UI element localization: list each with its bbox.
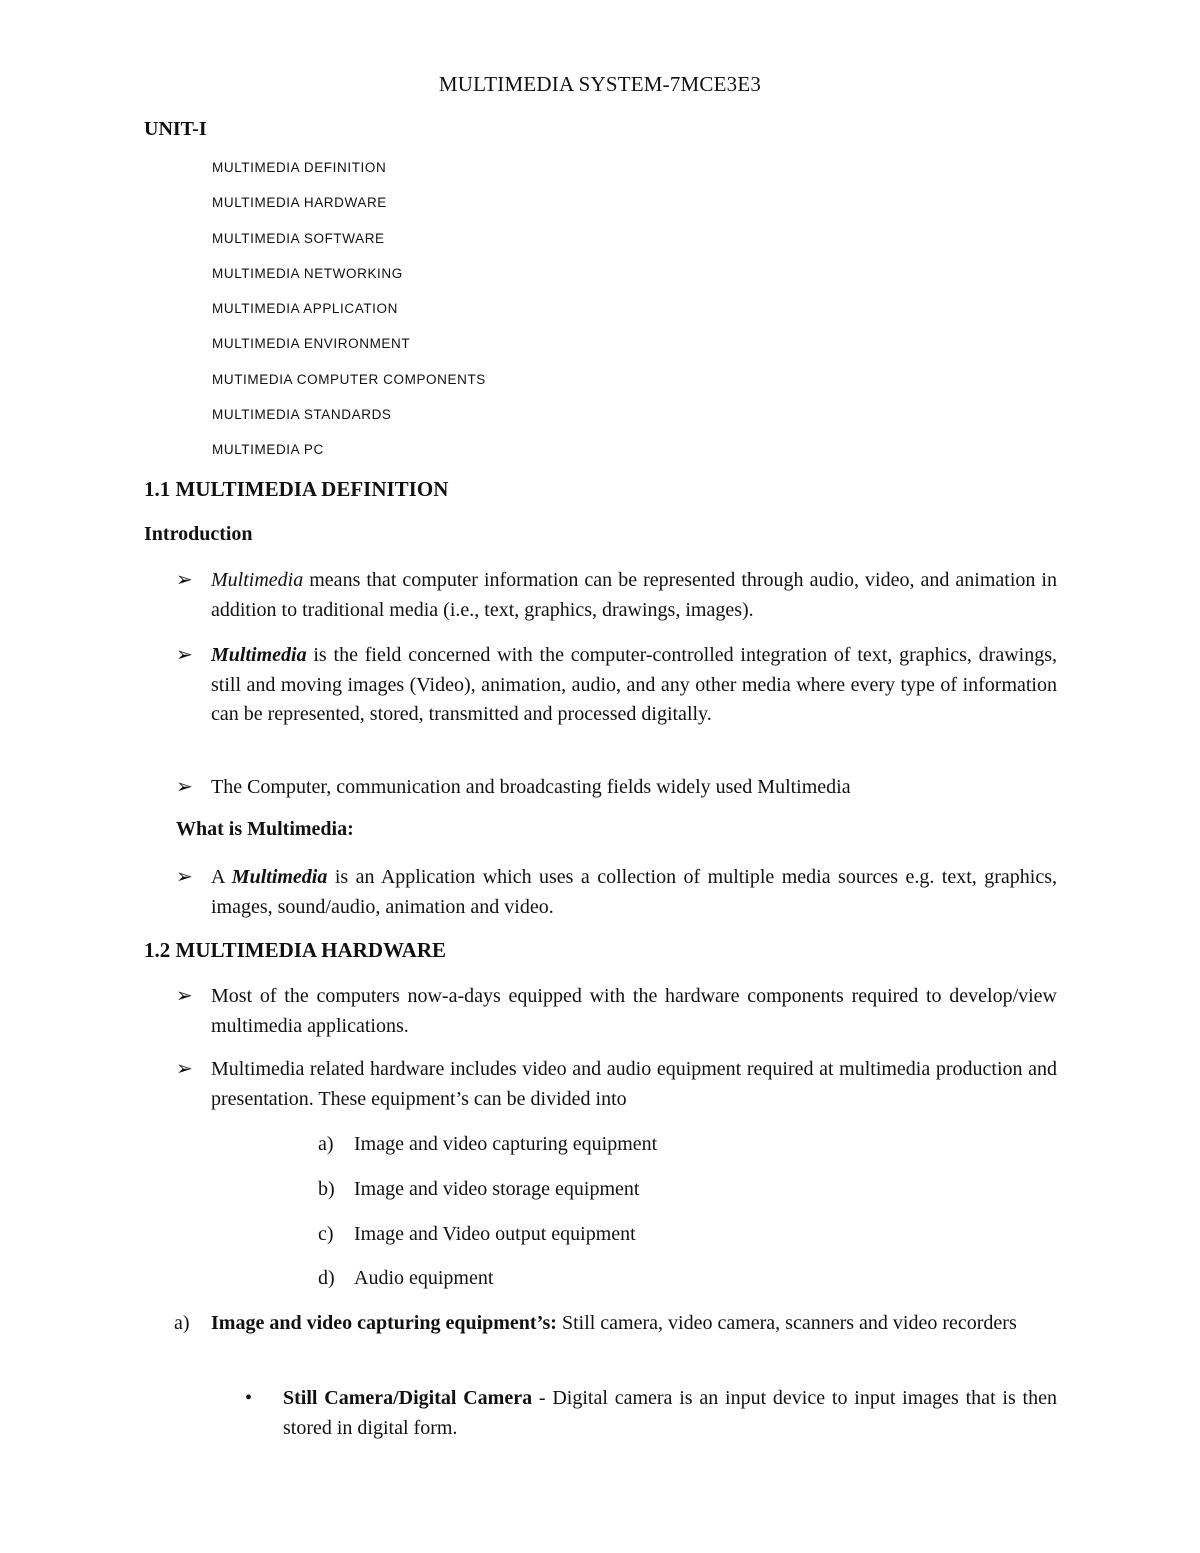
arrow-bullet-icon: ➢ <box>176 985 193 1007</box>
topic-item: MULTIMEDIA SOFTWARE <box>212 230 385 246</box>
what-is-multimedia-heading: What is Multimedia: <box>176 818 354 840</box>
arrow-bullet-icon: ➢ <box>176 776 193 798</box>
arrow-bullet-icon: ➢ <box>176 644 193 666</box>
equipment-list-item: b) Image and video storage equipment <box>318 1178 640 1200</box>
capturing-equipment-paragraph: Image and video capturing equipment’s: Still camera, video camera, scanners and video recorders <box>211 1312 1017 1334</box>
still-camera-paragraph: Still Camera/Digital Camera - Digital camera is an input device to input images that is then stored in digital form. <box>283 1387 1057 1439</box>
equipment-list-item: c) Image and Video output equipment <box>318 1223 636 1245</box>
section-heading-definition: 1.1 MULTIMEDIA DEFINITION <box>144 477 449 501</box>
definition-paragraph-3: The Computer, communication and broadcasting fields widely used Multimedia <box>211 776 851 798</box>
arrow-bullet-icon: ➢ <box>176 1058 193 1080</box>
term: Image and video capturing equipment’s: <box>211 1312 557 1334</box>
hardware-paragraph-1: Most of the computers now-a-days equipped with the hardware components required to develop/view multimedia applications. <box>211 985 1057 1037</box>
definition-paragraph-4: A Multimedia is an Application which uses a collection of multiple media sources e.g. text, graphics, images, sound/audio, animation and video. <box>211 866 1057 918</box>
term: Multimedia <box>211 569 304 591</box>
term: Multimedia <box>231 866 328 888</box>
equipment-list-item: a) Image and video capturing equipment <box>318 1133 658 1155</box>
arrow-bullet-icon: ➢ <box>176 866 193 888</box>
arrow-bullet-icon: ➢ <box>176 569 193 591</box>
introduction-heading: Introduction <box>144 523 253 545</box>
topic-item: MULTIMEDIA HARDWARE <box>212 195 387 211</box>
topic-item: MULTIMEDIA DEFINITION <box>212 160 387 175</box>
definition-paragraph-1: Multimedia means that computer information can be represented through audio, video, and animation in addition to traditional media (i.e., text, graphics, drawings, images). <box>211 569 1057 621</box>
term: Still Camera/Digital Camera <box>283 1387 533 1409</box>
term: Multimedia <box>211 644 307 666</box>
hardware-paragraph-2: Multimedia related hardware includes video and audio equipment required at multimedia production and presentation. These equipment’s can be divided into <box>211 1058 1057 1110</box>
unit-heading: UNIT-I <box>144 118 207 140</box>
definition-paragraph-2: Multimedia is the field concerned with the computer-controlled integration of text, graphics, drawings, still and moving images (Video), animation, audio, and any other media where every type of information can be represented, stored, transmitted and processed digitally. <box>211 644 1057 725</box>
section-heading-hardware: 1.2 MULTIMEDIA HARDWARE <box>144 938 447 962</box>
topic-item: MUTIMEDIA COMPUTER COMPONENTS <box>212 371 486 387</box>
equipment-list-item: d) Audio equipment <box>318 1267 494 1289</box>
topic-list <box>212 158 486 476</box>
topic-item: MULTIMEDIA NETWORKING <box>212 265 403 281</box>
list-marker: a) <box>174 1312 190 1334</box>
topic-item: MULTIMEDIA APPLICATION <box>212 301 398 317</box>
topic-item: MULTIMEDIA PC <box>212 442 324 458</box>
topic-item: MULTIMEDIA ENVIRONMENT <box>212 336 411 352</box>
document-title: MULTIMEDIA SYSTEM-7MCE3E3 <box>438 72 762 96</box>
bullet-dot-icon: • <box>245 1387 253 1409</box>
topic-item: MULTIMEDIA STANDARDS <box>212 407 392 423</box>
